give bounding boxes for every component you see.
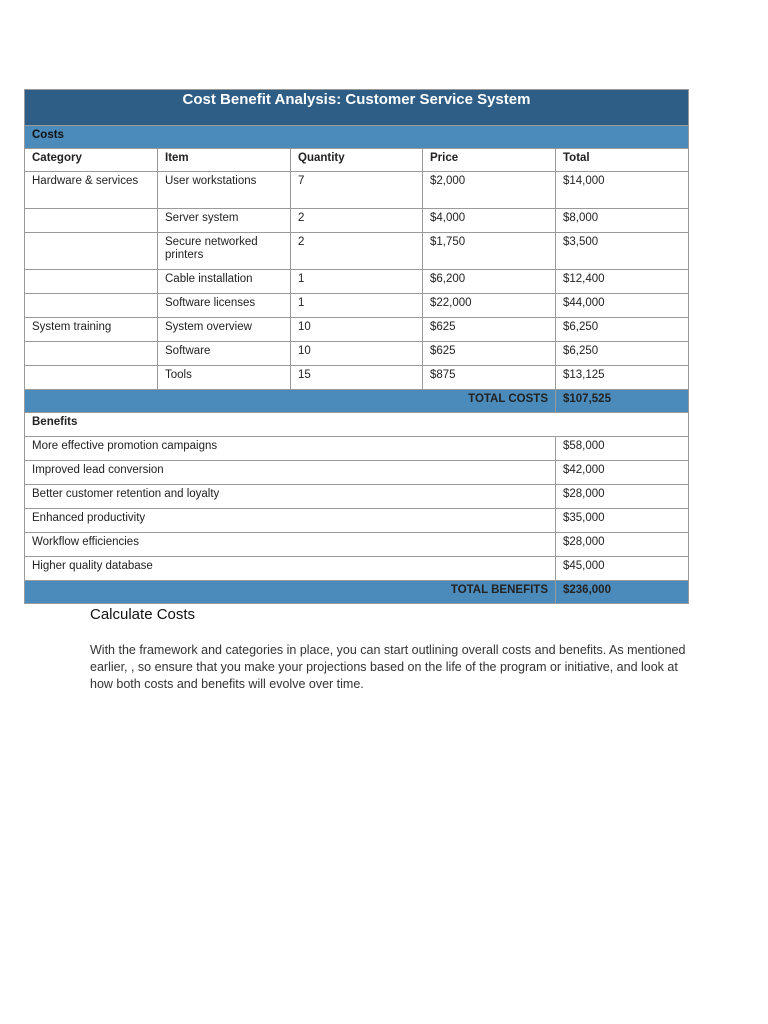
cell-quantity: 15 <box>291 366 423 390</box>
benefit-row <box>25 485 689 509</box>
cell-item: Cable installation <box>158 270 291 294</box>
benefit-label: More effective promotion campaigns <box>25 437 556 461</box>
cell-total: $13,125 <box>556 366 689 390</box>
table-row <box>25 294 689 318</box>
table-title: Cost Benefit Analysis: Customer Service System <box>25 90 689 126</box>
cell-category: System training <box>25 318 158 342</box>
benefit-label: Better customer retention and loyalty <box>25 485 556 509</box>
cell-item: Software <box>158 342 291 366</box>
column-header-row <box>25 149 689 172</box>
total-benefits-row <box>25 581 689 604</box>
benefit-row <box>25 437 689 461</box>
benefit-row <box>25 461 689 485</box>
benefits-section-row <box>25 413 689 437</box>
total-benefits-value: $236,000 <box>556 581 689 604</box>
cell-category <box>25 342 158 366</box>
costs-section-row <box>25 126 689 149</box>
header-category: Category <box>25 149 158 172</box>
benefit-value: $42,000 <box>556 461 689 485</box>
cell-total: $14,000 <box>556 172 689 209</box>
benefit-label: Higher quality database <box>25 557 556 581</box>
benefit-row <box>25 509 689 533</box>
cell-quantity: 10 <box>291 342 423 366</box>
cell-item: Software licenses <box>158 294 291 318</box>
cell-price: $22,000 <box>423 294 556 318</box>
cell-total: $3,500 <box>556 233 689 270</box>
cell-price: $1,750 <box>423 233 556 270</box>
cell-price: $6,200 <box>423 270 556 294</box>
benefit-value: $28,000 <box>556 485 689 509</box>
table-row <box>25 366 689 390</box>
table-row <box>25 209 689 233</box>
cell-quantity: 1 <box>291 294 423 318</box>
costs-section-label: Costs <box>25 126 689 149</box>
cell-price: $4,000 <box>423 209 556 233</box>
total-costs-label: TOTAL COSTS <box>25 390 556 413</box>
cell-price: $625 <box>423 318 556 342</box>
cell-category <box>25 270 158 294</box>
benefit-label: Improved lead conversion <box>25 461 556 485</box>
table-row <box>25 233 689 270</box>
header-total: Total <box>556 149 689 172</box>
benefit-value: $35,000 <box>556 509 689 533</box>
benefit-value: $45,000 <box>556 557 689 581</box>
cell-total: $6,250 <box>556 342 689 366</box>
cell-item: Tools <box>158 366 291 390</box>
cell-category <box>25 366 158 390</box>
cell-item: Secure networked printers <box>158 233 291 270</box>
cell-category <box>25 233 158 270</box>
table-row <box>25 318 689 342</box>
total-benefits-label: TOTAL BENEFITS <box>25 581 556 604</box>
cost-benefit-table <box>24 89 689 604</box>
cell-total: $44,000 <box>556 294 689 318</box>
benefits-section-label: Benefits <box>25 413 689 437</box>
table-row <box>25 172 689 209</box>
benefit-label: Enhanced productivity <box>25 509 556 533</box>
benefit-row <box>25 533 689 557</box>
cell-quantity: 2 <box>291 209 423 233</box>
cell-quantity: 10 <box>291 318 423 342</box>
calculate-costs-section <box>90 606 690 693</box>
cell-item: User workstations <box>158 172 291 209</box>
cell-quantity: 7 <box>291 172 423 209</box>
section-heading: Calculate Costs <box>90 606 196 623</box>
title-row <box>25 90 689 126</box>
benefit-label: Workflow efficiencies <box>25 533 556 557</box>
cell-item: Server system <box>158 209 291 233</box>
table-row <box>25 342 689 366</box>
cell-category <box>25 209 158 233</box>
cell-price: $2,000 <box>423 172 556 209</box>
total-costs-row <box>25 390 689 413</box>
total-costs-value: $107,525 <box>556 390 689 413</box>
cell-item: System overview <box>158 318 291 342</box>
cell-total: $8,000 <box>556 209 689 233</box>
cell-category <box>25 294 158 318</box>
benefit-row <box>25 557 689 581</box>
cell-price: $625 <box>423 342 556 366</box>
section-paragraph: With the framework and categories in place, you can start outlining overall costs and benefits. As mentioned earlier, , so ensure that you make your projections based on the life of the program or initiative, and look at how both costs and benefits will evolve over time. <box>90 643 686 691</box>
header-price: Price <box>423 149 556 172</box>
cell-category: Hardware & services <box>25 172 158 209</box>
table-row <box>25 270 689 294</box>
cell-price: $875 <box>423 366 556 390</box>
cell-quantity: 1 <box>291 270 423 294</box>
benefit-value: $28,000 <box>556 533 689 557</box>
benefit-value: $58,000 <box>556 437 689 461</box>
cost-benefit-sheet <box>24 89 688 604</box>
header-quantity: Quantity <box>291 149 423 172</box>
cell-total: $12,400 <box>556 270 689 294</box>
cell-quantity: 2 <box>291 233 423 270</box>
cell-total: $6,250 <box>556 318 689 342</box>
header-item: Item <box>158 149 291 172</box>
